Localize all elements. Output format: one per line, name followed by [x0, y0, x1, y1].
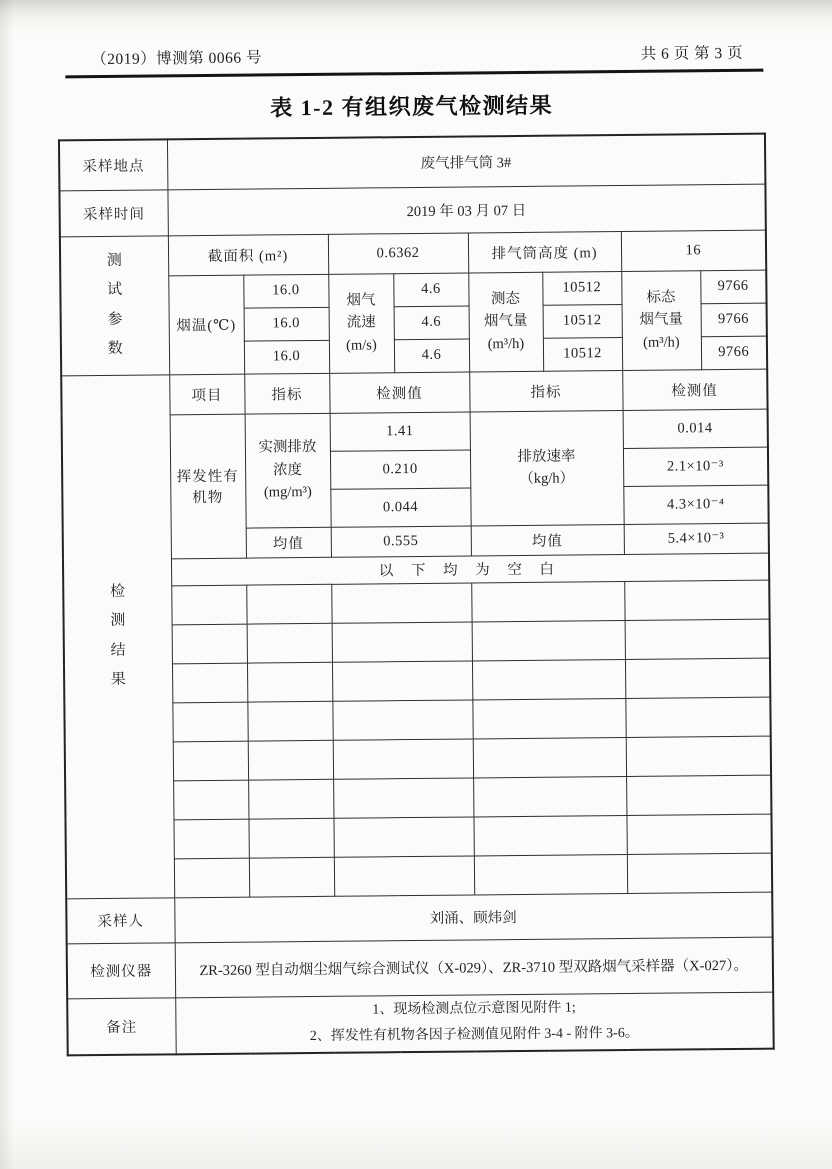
remarks-label: 备注 — [67, 997, 176, 1055]
col-header-value-right: 检测值 — [622, 369, 767, 410]
flue-temp-label: 烟温(℃) — [168, 275, 244, 375]
emission-rate-label — [470, 410, 624, 525]
remarks-line-1: 1、现场检测点位示意图见附件 1; — [372, 1000, 576, 1018]
empty-cell — [626, 775, 771, 815]
col-header-indicator-left: 指标 — [244, 373, 329, 414]
mean-rate-value: 5.4×10⁻³ — [624, 523, 769, 554]
emission-rate-label-line1: 排放速率 — [517, 447, 576, 465]
gas-velocity-label-line1: 烟气 — [346, 292, 376, 309]
empty-cell — [625, 697, 770, 737]
mean-label-right: 均值 — [471, 524, 624, 555]
empty-cell — [173, 741, 248, 781]
empty-cell — [332, 660, 472, 700]
stack-height-value: 16 — [621, 230, 766, 271]
empty-cell — [333, 816, 473, 856]
remarks-value — [175, 992, 774, 1055]
measured-concentration-label-line2: 浓度 — [273, 461, 303, 479]
empty-cell — [171, 585, 246, 625]
empty-cell — [249, 857, 334, 897]
measured-flow-label-line2: 烟气量 — [483, 313, 528, 330]
empty-cell — [248, 779, 333, 819]
mean-concentration-value: 0.555 — [331, 525, 471, 556]
empty-cell — [473, 737, 626, 777]
concentration-value-1: 1.41 — [330, 411, 470, 450]
empty-cell — [474, 854, 627, 894]
empty-cell — [333, 738, 473, 778]
emission-rate-label-line2: （kg/h） — [519, 470, 575, 488]
standard-flow-value-3: 9766 — [701, 336, 767, 370]
empty-cell — [247, 701, 332, 741]
flue-temp-value-2: 16.0 — [244, 307, 329, 341]
empty-cell — [333, 777, 473, 817]
concentration-value-3: 0.044 — [330, 487, 470, 526]
measured-concentration-label — [245, 413, 331, 528]
mean-label-left: 均值 — [246, 527, 331, 558]
empty-cell — [472, 659, 625, 699]
standard-flow-value-2: 9766 — [701, 303, 767, 337]
gas-velocity-value-3: 4.6 — [394, 338, 469, 372]
concentration-value-2: 0.210 — [330, 449, 470, 488]
empty-cell — [332, 621, 472, 661]
flue-temp-value-1: 16.0 — [243, 274, 328, 308]
standard-flow-label — [621, 270, 701, 370]
instruments-value: ZR-3260 型自动烟尘烟气综合测试仪（X-029）、ZR-3710 型双路烟气采样器（X-027）。 — [175, 937, 774, 998]
rate-value-1: 0.014 — [623, 409, 768, 448]
measured-flow-value-2: 10512 — [543, 304, 622, 338]
empty-cell — [172, 663, 247, 703]
detection-results-table — [58, 133, 775, 1057]
blank-note: 以 下 均 为 空 白 — [171, 553, 769, 586]
cross-section-row — [60, 230, 766, 277]
empty-cell — [626, 736, 771, 776]
sampling-time-row — [59, 184, 765, 237]
sampling-location-value: 废气排气筒 3# — [167, 134, 765, 190]
empty-cell — [172, 702, 247, 742]
sampling-time-value: 2019 年 03 月 07 日 — [167, 184, 765, 236]
scan-bottom-shadow — [0, 1120, 832, 1169]
sampling-location-label: 采样地点 — [59, 139, 167, 190]
gas-velocity-label — [328, 273, 394, 373]
empty-cell — [624, 580, 769, 620]
page-title: 表 1-2 有组织废气检测结果 — [270, 92, 554, 121]
sampler-value: 刘涌、顾炜剑 — [174, 892, 772, 943]
empty-cell — [626, 814, 771, 854]
instruments-row — [67, 937, 773, 999]
results-section-label — [61, 374, 174, 898]
remarks-row — [67, 992, 774, 1056]
gas-velocity-value-2: 4.6 — [394, 305, 469, 339]
gas-velocity-label-line3: (m/s) — [346, 337, 377, 354]
sampler-label: 采样人 — [66, 897, 174, 943]
doc-number: （2019）博测第 0066 号 — [91, 49, 263, 69]
empty-cell — [471, 581, 624, 621]
empty-cell — [472, 698, 625, 738]
empty-cell — [331, 582, 471, 622]
remarks-line-2: 2、挥发性有机物各因子检测值见附件 3-4 - 附件 3-6。 — [309, 1026, 639, 1045]
test-params-section-label — [60, 235, 169, 375]
gas-velocity-label-line2: 流速 — [346, 314, 376, 331]
empty-cell — [625, 658, 770, 698]
measured-flow-label-line3: (m³/h) — [487, 335, 525, 353]
measured-flow-value-3: 10512 — [543, 337, 622, 371]
measured-flow-label-line1: 测态 — [490, 290, 521, 308]
col-header-value-left: 检测值 — [329, 371, 469, 412]
standard-flow-label-line1: 标态 — [646, 289, 676, 306]
col-header-item: 项目 — [169, 374, 244, 415]
page-header — [65, 41, 763, 79]
empty-cell — [247, 662, 332, 702]
stack-height-label: 排气筒高度 (m) — [468, 231, 621, 272]
results-vertical-text: 检测结果 — [109, 583, 126, 688]
empty-cell — [472, 620, 625, 660]
gas-velocity-value-1: 4.6 — [393, 272, 468, 306]
standard-flow-label-line2: 烟气量 — [639, 311, 684, 329]
col-header-indicator-right: 指标 — [469, 370, 622, 411]
empty-cell — [248, 818, 333, 858]
empty-cell — [627, 853, 772, 893]
sampler-row — [66, 892, 772, 944]
empty-cell — [173, 819, 248, 859]
standard-flow-value-1: 9766 — [700, 270, 766, 304]
empty-cell — [247, 623, 332, 663]
cross-section-label: 截面积 (m²) — [168, 234, 328, 276]
flue-temp-value-3: 16.0 — [244, 340, 329, 374]
empty-cell — [332, 699, 472, 739]
rate-value-2: 2.1×10⁻³ — [623, 447, 768, 486]
empty-cell — [246, 584, 331, 624]
standard-flow-label-line3: (m³/h) — [643, 334, 680, 351]
voc-item-name: 挥发性有机物 — [170, 414, 246, 559]
empty-cell — [248, 740, 333, 780]
sampling-time-label: 采样时间 — [59, 189, 167, 236]
page-number: 共 6 页 第 3 页 — [640, 44, 744, 63]
empty-cell — [172, 624, 247, 664]
rate-value-3: 4.3×10⁻⁴ — [623, 485, 768, 524]
sampling-location-row — [59, 134, 765, 191]
measured-flow-value-1: 10512 — [542, 271, 621, 305]
empty-cell — [174, 858, 249, 898]
measured-concentration-label-line1: 实测排放 — [258, 439, 317, 456]
cross-section-value: 0.6362 — [328, 232, 468, 273]
test-params-vertical-text: 测试参数 — [106, 252, 123, 357]
results-header-row — [61, 369, 767, 416]
instruments-label: 检测仪器 — [67, 942, 176, 998]
measured-flow-label — [468, 272, 543, 372]
measured-concentration-label-line3: (mg/m³) — [263, 484, 312, 501]
empty-cell — [334, 855, 474, 895]
empty-cell — [473, 815, 626, 855]
empty-cell — [173, 780, 248, 820]
empty-cell — [625, 619, 770, 659]
empty-cell — [473, 776, 626, 816]
